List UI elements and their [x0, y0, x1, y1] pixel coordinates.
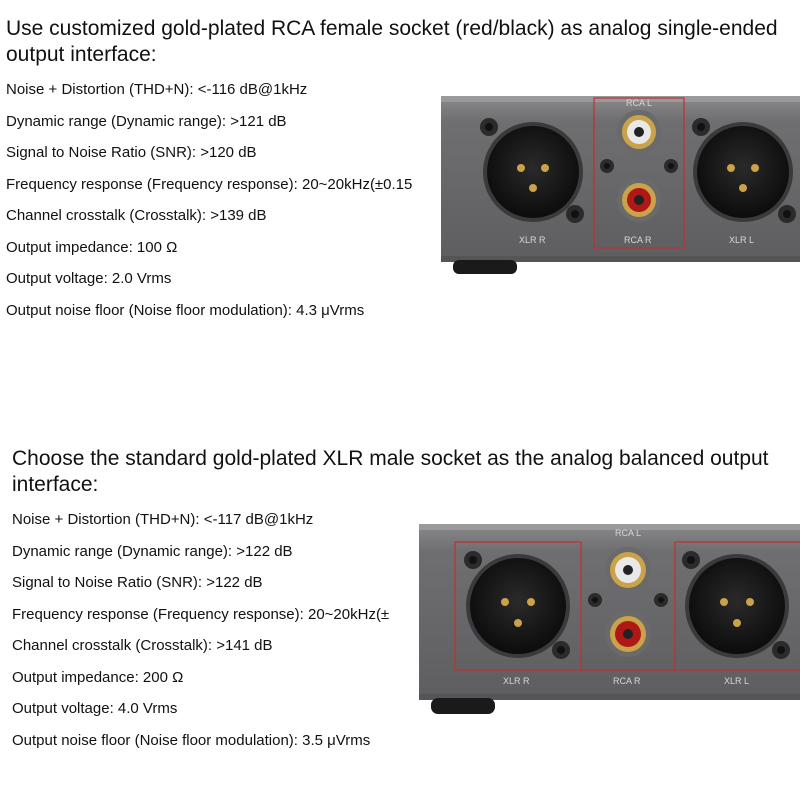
spec-dynamic-range: Dynamic range (Dynamic range): >122 dB [12, 542, 293, 560]
spec-snr: Signal to Noise Ratio (SNR): >120 dB [6, 144, 257, 161]
spec-snr: Signal to Noise Ratio (SNR): >122 dB [12, 574, 263, 591]
rca-socket-white [617, 110, 661, 154]
xlr-panel-photo [419, 524, 800, 720]
spec-frequency-response: Frequency response (Frequency response): 20~20kHz(±0.15 [6, 175, 413, 193]
spec-noise-floor: Output noise floor (Noise floor modulation): 4.3 μVrms [6, 301, 365, 319]
spec-crosstalk: Channel crosstalk (Crosstalk): >141 dB [12, 637, 273, 654]
spec-thd-n: Noise + Distortion (THD+N): <-116 dB@1kHz [6, 81, 308, 98]
spec-dynamic-range: Dynamic range (Dynamic range): >121 dB [6, 112, 287, 130]
rca-socket-white [605, 547, 651, 593]
spec-output-impedance: Output impedance: 200 Ω [12, 668, 184, 686]
label-rca-r: RCA R [613, 676, 641, 686]
device-foot [453, 260, 517, 274]
spec-output-voltage: Output voltage: 4.0 Vrms [12, 700, 178, 717]
device-foot [431, 698, 495, 714]
label-rca-l: RCA L [626, 98, 653, 108]
xlr-section-title: Choose the standard gold-plated XLR male socket as the analog balanced output interface: [12, 447, 769, 496]
label-xlr-r: XLR R [503, 676, 530, 686]
label-xlr-r: XLR R [519, 235, 546, 245]
label-rca-r: RCA R [624, 235, 652, 245]
spec-output-impedance: Output impedance: 100 Ω [6, 238, 178, 256]
rca-panel-photo [441, 96, 800, 276]
spec-output-voltage: Output voltage: 2.0 Vrms [6, 270, 172, 287]
spec-thd-n: Noise + Distortion (THD+N): <-117 dB@1kHz [12, 511, 314, 528]
rca-spec-list [6, 74, 442, 326]
rca-socket-red [617, 178, 661, 222]
label-xlr-l: XLR L [724, 676, 750, 686]
rca-section-title: Use customized gold-plated RCA female socket (red/black) as analog single-ended output interface: [6, 17, 778, 66]
label-rca-l: RCA L [615, 528, 642, 538]
xlr-spec-list [12, 504, 418, 756]
label-xlr-l: XLR L [729, 235, 755, 245]
spec-frequency-response: Frequency response (Frequency response): 20~20kHz(± [12, 605, 390, 623]
spec-noise-floor: Output noise floor (Noise floor modulation): 3.5 μVrms [12, 731, 371, 749]
spec-crosstalk: Channel crosstalk (Crosstalk): >139 dB [6, 207, 267, 224]
rca-socket-red [605, 611, 651, 657]
